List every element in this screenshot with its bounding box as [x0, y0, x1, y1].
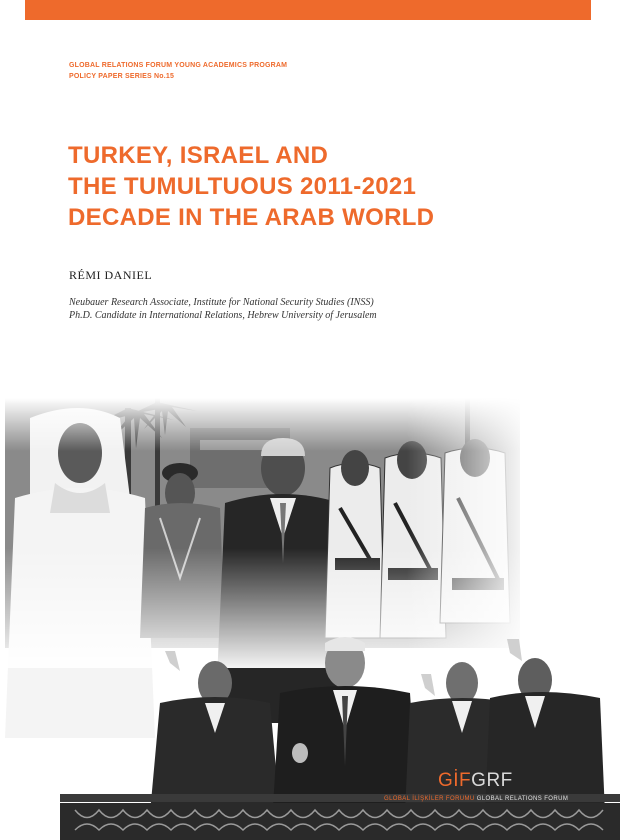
paper-title	[68, 140, 548, 233]
affiliation-line: Ph.D. Candidate in International Relations, Hebrew University of Jerusalem	[69, 310, 377, 321]
program-name: GLOBAL RELATIONS FORUM YOUNG ACADEMICS PROGRAM	[69, 62, 288, 69]
affiliation-line: Neubauer Research Associate, Institute for National Security Studies (INSS)	[69, 297, 374, 308]
grf-logo-subtitle	[384, 796, 568, 802]
series-heading	[69, 60, 287, 82]
title-line: THE TUMULTUOUS 2011-2021	[68, 173, 417, 200]
title-line: TURKEY, ISRAEL AND	[68, 142, 329, 169]
top-accent-bar	[25, 0, 591, 20]
grf-logo	[438, 770, 513, 792]
logo-mark-accent: GİF	[438, 770, 472, 791]
cover-photo-collage	[0, 398, 626, 840]
series-number: POLICY PAPER SERIES No.15	[69, 73, 175, 80]
author-affiliations	[69, 296, 377, 322]
logo-sub-main: GLOBAL RELATIONS FORUM	[476, 796, 569, 802]
title-line: DECADE IN THE ARAB WORLD	[68, 204, 435, 231]
logo-mark-main: GRF	[471, 770, 513, 791]
logo-sub-accent: GLOBAL İLİŞKİLER FORUMU	[384, 796, 475, 802]
author-name: RÉMI DANIEL	[69, 268, 153, 282]
